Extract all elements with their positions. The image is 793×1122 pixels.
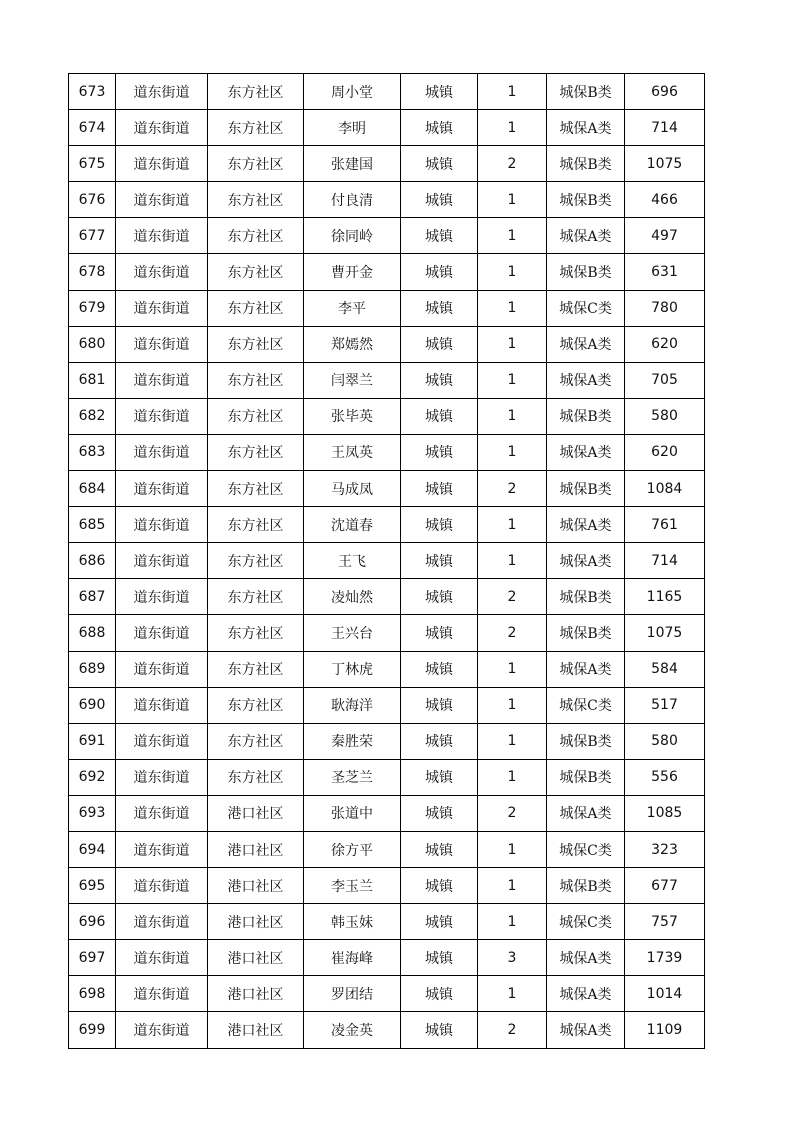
street-cell: 道东街道 bbox=[116, 723, 208, 759]
member-count-cell: 1 bbox=[478, 543, 547, 579]
row-number-cell: 694 bbox=[69, 831, 116, 867]
street-cell: 道东街道 bbox=[116, 146, 208, 182]
name-cell: 罗团结 bbox=[304, 976, 401, 1012]
row-number-cell: 696 bbox=[69, 904, 116, 940]
member-count-cell: 1 bbox=[478, 868, 547, 904]
street-cell: 道东街道 bbox=[116, 795, 208, 831]
category-cell: 城保B类 bbox=[547, 74, 625, 110]
street-cell: 道东街道 bbox=[116, 110, 208, 146]
community-cell: 东方社区 bbox=[208, 687, 304, 723]
community-cell: 港口社区 bbox=[208, 831, 304, 867]
table-row bbox=[69, 110, 705, 146]
name-cell: 王凤英 bbox=[304, 434, 401, 470]
member-count-cell: 1 bbox=[478, 831, 547, 867]
category-cell: 城保A类 bbox=[547, 434, 625, 470]
household-type-cell: 城镇 bbox=[401, 74, 478, 110]
amount-cell: 677 bbox=[625, 868, 705, 904]
member-count-cell: 1 bbox=[478, 110, 547, 146]
row-number-cell: 678 bbox=[69, 254, 116, 290]
category-cell: 城保B类 bbox=[547, 182, 625, 218]
table-row bbox=[69, 831, 705, 867]
name-cell: 徐同岭 bbox=[304, 218, 401, 254]
street-cell: 道东街道 bbox=[116, 74, 208, 110]
amount-cell: 714 bbox=[625, 110, 705, 146]
category-cell: 城保B类 bbox=[547, 723, 625, 759]
street-cell: 道东街道 bbox=[116, 254, 208, 290]
table-row bbox=[69, 326, 705, 362]
household-type-cell: 城镇 bbox=[401, 434, 478, 470]
row-number-cell: 686 bbox=[69, 543, 116, 579]
amount-cell: 556 bbox=[625, 759, 705, 795]
community-cell: 港口社区 bbox=[208, 976, 304, 1012]
table-row bbox=[69, 723, 705, 759]
community-cell: 东方社区 bbox=[208, 543, 304, 579]
community-cell: 东方社区 bbox=[208, 110, 304, 146]
row-number-cell: 691 bbox=[69, 723, 116, 759]
member-count-cell: 3 bbox=[478, 940, 547, 976]
table-row bbox=[69, 507, 705, 543]
name-cell: 闫翠兰 bbox=[304, 362, 401, 398]
category-cell: 城保A类 bbox=[547, 543, 625, 579]
name-cell: 韩玉妹 bbox=[304, 904, 401, 940]
name-cell: 李明 bbox=[304, 110, 401, 146]
member-count-cell: 1 bbox=[478, 362, 547, 398]
row-number-cell: 687 bbox=[69, 579, 116, 615]
household-type-cell: 城镇 bbox=[401, 904, 478, 940]
street-cell: 道东街道 bbox=[116, 398, 208, 434]
street-cell: 道东街道 bbox=[116, 976, 208, 1012]
member-count-cell: 1 bbox=[478, 687, 547, 723]
row-number-cell: 692 bbox=[69, 759, 116, 795]
table-body bbox=[69, 74, 705, 1049]
category-cell: 城保B类 bbox=[547, 615, 625, 651]
household-type-cell: 城镇 bbox=[401, 976, 478, 1012]
community-cell: 港口社区 bbox=[208, 940, 304, 976]
category-cell: 城保C类 bbox=[547, 831, 625, 867]
street-cell: 道东街道 bbox=[116, 651, 208, 687]
household-type-cell: 城镇 bbox=[401, 868, 478, 904]
name-cell: 张建国 bbox=[304, 146, 401, 182]
member-count-cell: 2 bbox=[478, 615, 547, 651]
street-cell: 道东街道 bbox=[116, 904, 208, 940]
amount-cell: 1014 bbox=[625, 976, 705, 1012]
member-count-cell: 2 bbox=[478, 471, 547, 507]
category-cell: 城保C类 bbox=[547, 290, 625, 326]
table-row bbox=[69, 687, 705, 723]
community-cell: 东方社区 bbox=[208, 218, 304, 254]
street-cell: 道东街道 bbox=[116, 362, 208, 398]
household-type-cell: 城镇 bbox=[401, 940, 478, 976]
community-cell: 东方社区 bbox=[208, 326, 304, 362]
household-type-cell: 城镇 bbox=[401, 146, 478, 182]
household-type-cell: 城镇 bbox=[401, 182, 478, 218]
name-cell: 马成凤 bbox=[304, 471, 401, 507]
name-cell: 徐方平 bbox=[304, 831, 401, 867]
street-cell: 道东街道 bbox=[116, 543, 208, 579]
table-row bbox=[69, 471, 705, 507]
table-row bbox=[69, 904, 705, 940]
community-cell: 港口社区 bbox=[208, 1012, 304, 1048]
amount-cell: 705 bbox=[625, 362, 705, 398]
street-cell: 道东街道 bbox=[116, 218, 208, 254]
member-count-cell: 1 bbox=[478, 507, 547, 543]
category-cell: 城保A类 bbox=[547, 218, 625, 254]
category-cell: 城保B类 bbox=[547, 398, 625, 434]
community-cell: 东方社区 bbox=[208, 254, 304, 290]
row-number-cell: 695 bbox=[69, 868, 116, 904]
category-cell: 城保A类 bbox=[547, 976, 625, 1012]
household-type-cell: 城镇 bbox=[401, 651, 478, 687]
table-row bbox=[69, 146, 705, 182]
member-count-cell: 1 bbox=[478, 759, 547, 795]
row-number-cell: 689 bbox=[69, 651, 116, 687]
name-cell: 曹开金 bbox=[304, 254, 401, 290]
amount-cell: 580 bbox=[625, 398, 705, 434]
category-cell: 城保A类 bbox=[547, 940, 625, 976]
row-number-cell: 693 bbox=[69, 795, 116, 831]
member-count-cell: 1 bbox=[478, 651, 547, 687]
name-cell: 张道中 bbox=[304, 795, 401, 831]
member-count-cell: 1 bbox=[478, 434, 547, 470]
amount-cell: 1109 bbox=[625, 1012, 705, 1048]
table-row bbox=[69, 254, 705, 290]
member-count-cell: 1 bbox=[478, 904, 547, 940]
amount-cell: 466 bbox=[625, 182, 705, 218]
community-cell: 东方社区 bbox=[208, 651, 304, 687]
amount-cell: 780 bbox=[625, 290, 705, 326]
member-count-cell: 1 bbox=[478, 723, 547, 759]
community-cell: 东方社区 bbox=[208, 290, 304, 326]
row-number-cell: 675 bbox=[69, 146, 116, 182]
street-cell: 道东街道 bbox=[116, 507, 208, 543]
category-cell: 城保B类 bbox=[547, 579, 625, 615]
community-cell: 东方社区 bbox=[208, 146, 304, 182]
member-count-cell: 1 bbox=[478, 74, 547, 110]
assistance-roster-table bbox=[68, 73, 705, 1049]
amount-cell: 1084 bbox=[625, 471, 705, 507]
street-cell: 道东街道 bbox=[116, 471, 208, 507]
household-type-cell: 城镇 bbox=[401, 687, 478, 723]
row-number-cell: 681 bbox=[69, 362, 116, 398]
category-cell: 城保C类 bbox=[547, 904, 625, 940]
community-cell: 东方社区 bbox=[208, 507, 304, 543]
amount-cell: 517 bbox=[625, 687, 705, 723]
table-row bbox=[69, 434, 705, 470]
member-count-cell: 2 bbox=[478, 795, 547, 831]
table-row bbox=[69, 651, 705, 687]
category-cell: 城保A类 bbox=[547, 326, 625, 362]
household-type-cell: 城镇 bbox=[401, 326, 478, 362]
category-cell: 城保B类 bbox=[547, 868, 625, 904]
community-cell: 东方社区 bbox=[208, 615, 304, 651]
household-type-cell: 城镇 bbox=[401, 507, 478, 543]
amount-cell: 696 bbox=[625, 74, 705, 110]
category-cell: 城保A类 bbox=[547, 110, 625, 146]
amount-cell: 1085 bbox=[625, 795, 705, 831]
row-number-cell: 679 bbox=[69, 290, 116, 326]
table-row bbox=[69, 615, 705, 651]
street-cell: 道东街道 bbox=[116, 579, 208, 615]
row-number-cell: 690 bbox=[69, 687, 116, 723]
street-cell: 道东街道 bbox=[116, 687, 208, 723]
street-cell: 道东街道 bbox=[116, 759, 208, 795]
name-cell: 王飞 bbox=[304, 543, 401, 579]
table-row bbox=[69, 795, 705, 831]
name-cell: 秦胜荣 bbox=[304, 723, 401, 759]
community-cell: 港口社区 bbox=[208, 904, 304, 940]
row-number-cell: 684 bbox=[69, 471, 116, 507]
community-cell: 港口社区 bbox=[208, 795, 304, 831]
member-count-cell: 2 bbox=[478, 579, 547, 615]
category-cell: 城保A类 bbox=[547, 651, 625, 687]
amount-cell: 1739 bbox=[625, 940, 705, 976]
community-cell: 东方社区 bbox=[208, 182, 304, 218]
name-cell: 崔海峰 bbox=[304, 940, 401, 976]
member-count-cell: 1 bbox=[478, 976, 547, 1012]
member-count-cell: 1 bbox=[478, 398, 547, 434]
row-number-cell: 674 bbox=[69, 110, 116, 146]
amount-cell: 580 bbox=[625, 723, 705, 759]
category-cell: 城保A类 bbox=[547, 1012, 625, 1048]
name-cell: 凌灿然 bbox=[304, 579, 401, 615]
name-cell: 丁林虎 bbox=[304, 651, 401, 687]
name-cell: 王兴台 bbox=[304, 615, 401, 651]
member-count-cell: 1 bbox=[478, 326, 547, 362]
street-cell: 道东街道 bbox=[116, 831, 208, 867]
member-count-cell: 1 bbox=[478, 290, 547, 326]
member-count-cell: 1 bbox=[478, 218, 547, 254]
community-cell: 东方社区 bbox=[208, 362, 304, 398]
member-count-cell: 2 bbox=[478, 1012, 547, 1048]
street-cell: 道东街道 bbox=[116, 615, 208, 651]
household-type-cell: 城镇 bbox=[401, 723, 478, 759]
amount-cell: 1075 bbox=[625, 146, 705, 182]
community-cell: 东方社区 bbox=[208, 579, 304, 615]
street-cell: 道东街道 bbox=[116, 182, 208, 218]
table-row bbox=[69, 74, 705, 110]
name-cell: 耿海洋 bbox=[304, 687, 401, 723]
street-cell: 道东街道 bbox=[116, 290, 208, 326]
street-cell: 道东街道 bbox=[116, 1012, 208, 1048]
name-cell: 李平 bbox=[304, 290, 401, 326]
amount-cell: 497 bbox=[625, 218, 705, 254]
amount-cell: 584 bbox=[625, 651, 705, 687]
community-cell: 东方社区 bbox=[208, 434, 304, 470]
name-cell: 付良清 bbox=[304, 182, 401, 218]
row-number-cell: 685 bbox=[69, 507, 116, 543]
street-cell: 道东街道 bbox=[116, 868, 208, 904]
household-type-cell: 城镇 bbox=[401, 290, 478, 326]
table-row bbox=[69, 868, 705, 904]
category-cell: 城保B类 bbox=[547, 471, 625, 507]
community-cell: 东方社区 bbox=[208, 471, 304, 507]
community-cell: 东方社区 bbox=[208, 759, 304, 795]
household-type-cell: 城镇 bbox=[401, 1012, 478, 1048]
category-cell: 城保B类 bbox=[547, 254, 625, 290]
name-cell: 周小堂 bbox=[304, 74, 401, 110]
row-number-cell: 683 bbox=[69, 434, 116, 470]
amount-cell: 323 bbox=[625, 831, 705, 867]
category-cell: 城保B类 bbox=[547, 759, 625, 795]
household-type-cell: 城镇 bbox=[401, 471, 478, 507]
household-type-cell: 城镇 bbox=[401, 831, 478, 867]
amount-cell: 620 bbox=[625, 326, 705, 362]
household-type-cell: 城镇 bbox=[401, 615, 478, 651]
member-count-cell: 2 bbox=[478, 146, 547, 182]
row-number-cell: 699 bbox=[69, 1012, 116, 1048]
table-row bbox=[69, 182, 705, 218]
row-number-cell: 697 bbox=[69, 940, 116, 976]
household-type-cell: 城镇 bbox=[401, 110, 478, 146]
row-number-cell: 677 bbox=[69, 218, 116, 254]
category-cell: 城保A类 bbox=[547, 507, 625, 543]
household-type-cell: 城镇 bbox=[401, 362, 478, 398]
table-row bbox=[69, 218, 705, 254]
household-type-cell: 城镇 bbox=[401, 795, 478, 831]
row-number-cell: 673 bbox=[69, 74, 116, 110]
table-row bbox=[69, 1012, 705, 1048]
member-count-cell: 1 bbox=[478, 254, 547, 290]
amount-cell: 1075 bbox=[625, 615, 705, 651]
name-cell: 圣芝兰 bbox=[304, 759, 401, 795]
amount-cell: 761 bbox=[625, 507, 705, 543]
category-cell: 城保B类 bbox=[547, 146, 625, 182]
street-cell: 道东街道 bbox=[116, 940, 208, 976]
name-cell: 郑嫣然 bbox=[304, 326, 401, 362]
community-cell: 东方社区 bbox=[208, 74, 304, 110]
household-type-cell: 城镇 bbox=[401, 759, 478, 795]
name-cell: 张毕英 bbox=[304, 398, 401, 434]
household-type-cell: 城镇 bbox=[401, 218, 478, 254]
street-cell: 道东街道 bbox=[116, 434, 208, 470]
row-number-cell: 680 bbox=[69, 326, 116, 362]
amount-cell: 620 bbox=[625, 434, 705, 470]
household-type-cell: 城镇 bbox=[401, 254, 478, 290]
street-cell: 道东街道 bbox=[116, 326, 208, 362]
household-type-cell: 城镇 bbox=[401, 579, 478, 615]
community-cell: 东方社区 bbox=[208, 398, 304, 434]
table-row bbox=[69, 543, 705, 579]
amount-cell: 631 bbox=[625, 254, 705, 290]
amount-cell: 714 bbox=[625, 543, 705, 579]
table-row bbox=[69, 290, 705, 326]
name-cell: 凌金英 bbox=[304, 1012, 401, 1048]
member-count-cell: 1 bbox=[478, 182, 547, 218]
name-cell: 李玉兰 bbox=[304, 868, 401, 904]
community-cell: 港口社区 bbox=[208, 868, 304, 904]
community-cell: 东方社区 bbox=[208, 723, 304, 759]
household-type-cell: 城镇 bbox=[401, 398, 478, 434]
table-row bbox=[69, 579, 705, 615]
row-number-cell: 682 bbox=[69, 398, 116, 434]
table-row bbox=[69, 362, 705, 398]
name-cell: 沈道春 bbox=[304, 507, 401, 543]
amount-cell: 757 bbox=[625, 904, 705, 940]
category-cell: 城保A类 bbox=[547, 795, 625, 831]
household-type-cell: 城镇 bbox=[401, 543, 478, 579]
table-row bbox=[69, 940, 705, 976]
table-row bbox=[69, 976, 705, 1012]
row-number-cell: 688 bbox=[69, 615, 116, 651]
category-cell: 城保C类 bbox=[547, 687, 625, 723]
amount-cell: 1165 bbox=[625, 579, 705, 615]
row-number-cell: 698 bbox=[69, 976, 116, 1012]
table-row bbox=[69, 759, 705, 795]
category-cell: 城保A类 bbox=[547, 362, 625, 398]
row-number-cell: 676 bbox=[69, 182, 116, 218]
table-row bbox=[69, 398, 705, 434]
